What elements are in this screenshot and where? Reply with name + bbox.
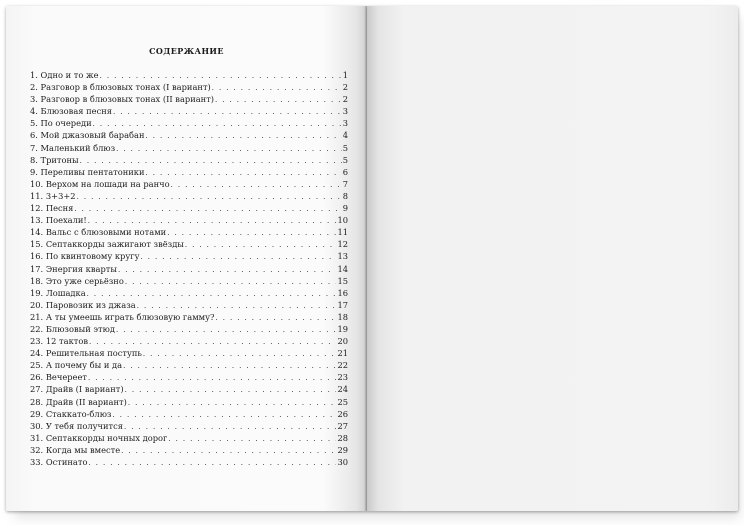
- toc-entry: [30, 191, 348, 203]
- toc-entry: [30, 457, 348, 469]
- toc-entry-title: 30. У тебя получится: [30, 420, 123, 431]
- toc-entry: [30, 106, 348, 118]
- toc-entry-page: 16: [337, 287, 348, 298]
- toc-entry-page: 8: [342, 190, 348, 201]
- contents-list: [30, 70, 348, 469]
- toc-entry-title: 12. Песня: [30, 203, 74, 214]
- toc-entry-title: 11. 3+3+2: [30, 190, 76, 201]
- toc-entry: [30, 264, 348, 276]
- toc-entry-page: 3: [342, 118, 348, 129]
- toc-entry-page: 30: [337, 457, 348, 467]
- toc-dot-leader: [89, 338, 336, 346]
- toc-entry-title: 8. Тритоны: [30, 154, 79, 165]
- toc-entry-page: 2: [342, 94, 348, 105]
- toc-entry-title: 22. Блюзовый этюд: [30, 323, 115, 334]
- toc-entry: [30, 348, 348, 360]
- toc-dot-leader: [118, 266, 336, 274]
- toc-entry-page: 4: [342, 130, 348, 141]
- toc-dot-leader: [185, 241, 337, 249]
- toc-entry-title: 15. Септаккорды зажигают звёзды: [30, 239, 184, 250]
- toc-dot-leader: [88, 374, 336, 382]
- toc-entry-page: 26: [337, 408, 348, 419]
- toc-entry-page: 21: [337, 348, 348, 359]
- toc-dot-leader: [121, 447, 336, 455]
- toc-dot-leader: [125, 386, 337, 394]
- toc-entry: [30, 227, 348, 239]
- toc-dot-leader: [113, 108, 342, 116]
- toc-entry-page: 13: [337, 251, 348, 262]
- toc-entry-page: 12: [337, 239, 348, 250]
- contents-title: СОДЕРЖАНИЕ: [149, 46, 224, 56]
- toc-dot-leader: [116, 326, 336, 334]
- toc-entry-page: 20: [337, 336, 348, 347]
- toc-entry: [30, 215, 348, 227]
- toc-entry-title: 6. Мой джазовый барабан: [30, 130, 145, 141]
- toc-entry-title: 32. Когда мы вместе: [30, 444, 121, 455]
- toc-entry-title: 23. 12 тактов: [30, 336, 89, 347]
- toc-entry: [30, 300, 348, 312]
- toc-entry-title: 5. По очереди: [30, 118, 92, 129]
- toc-dot-leader: [88, 459, 336, 467]
- toc-entry: [30, 143, 348, 155]
- toc-dot-leader: [146, 132, 342, 140]
- toc-entry-title: 7. Маленький блюз: [30, 142, 116, 153]
- toc-entry-page: 24: [337, 384, 348, 395]
- toc-dot-leader: [128, 399, 337, 407]
- toc-entry: [30, 118, 348, 130]
- toc-dot-leader: [124, 423, 336, 431]
- toc-dot-leader: [100, 72, 342, 80]
- toc-entry: [30, 130, 348, 142]
- toc-entry-title: 27. Драйв (I вариант): [30, 384, 124, 395]
- toc-dot-leader: [167, 229, 336, 237]
- toc-entry-title: 31. Септаккорды ночных дорог: [30, 432, 168, 443]
- toc-dot-leader: [88, 217, 337, 225]
- toc-entry-page: 7: [342, 178, 348, 189]
- toc-dot-leader: [87, 290, 337, 298]
- toc-entry: [30, 251, 348, 263]
- toc-entry-page: 10: [337, 215, 348, 226]
- toc-entry: [30, 239, 348, 251]
- toc-entry: [30, 94, 348, 106]
- toc-entry-page: 17: [337, 299, 348, 310]
- toc-entry: [30, 336, 348, 348]
- toc-entry-page: 9: [342, 203, 348, 214]
- toc-entry-page: 23: [337, 372, 348, 383]
- toc-dot-leader: [112, 411, 336, 419]
- toc-entry: [30, 82, 348, 94]
- toc-entry: [30, 409, 348, 421]
- toc-entry-page: 22: [337, 360, 348, 371]
- toc-entry: [30, 397, 348, 409]
- toc-entry-page: 3: [342, 106, 348, 117]
- toc-entry-page: 15: [337, 275, 348, 286]
- toc-dot-leader: [171, 181, 342, 189]
- toc-entry-title: 16. По квинтовому кругу: [30, 251, 140, 262]
- toc-entry-title: 29. Стаккато-блюз: [30, 408, 112, 419]
- toc-dot-leader: [168, 435, 336, 443]
- toc-dot-leader: [116, 145, 342, 153]
- toc-dot-leader: [146, 169, 342, 177]
- toc-entry: [30, 70, 348, 82]
- toc-dot-leader: [80, 157, 342, 165]
- toc-entry-page: 6: [342, 166, 348, 177]
- toc-entry: [30, 421, 348, 433]
- toc-entry-title: 2. Разговор в блюзовых тонах (I вариант): [30, 82, 211, 93]
- toc-dot-leader: [125, 278, 337, 286]
- toc-entry: [30, 433, 348, 445]
- toc-entry-title: 26. Вечереет: [30, 372, 87, 383]
- toc-entry-title: 10. Верхом на лошади на ранчо: [30, 178, 170, 189]
- toc-entry: [30, 360, 348, 372]
- toc-dot-leader: [215, 314, 336, 322]
- toc-entry-page: 2: [342, 82, 348, 93]
- toc-entry: [30, 384, 348, 396]
- toc-entry-page: 25: [337, 396, 348, 407]
- toc-entry-title: 18. Это уже серьёзно: [30, 275, 124, 286]
- toc-dot-leader: [212, 84, 342, 92]
- toc-entry-page: 14: [337, 263, 348, 274]
- left-page: [6, 6, 367, 511]
- toc-entry-page: 27: [337, 420, 348, 431]
- toc-entry: [30, 372, 348, 384]
- toc-entry-title: 14. Вальс с блюзовыми нотами: [30, 227, 167, 238]
- toc-entry-page: 11: [337, 227, 348, 238]
- toc-entry-title: 1. Одно и то же: [30, 70, 99, 80]
- toc-entry: [30, 167, 348, 179]
- toc-dot-leader: [123, 362, 336, 370]
- toc-entry-page: 1: [342, 70, 348, 80]
- toc-entry: [30, 203, 348, 215]
- toc-entry-title: 25. А почему бы и да: [30, 360, 123, 371]
- toc-entry-title: 9. Переливы пентатоники: [30, 166, 145, 177]
- toc-entry-title: 13. Поехали!: [30, 215, 87, 226]
- toc-entry: [30, 445, 348, 457]
- toc-entry-title: 28. Драйв (II вариант): [30, 396, 127, 407]
- toc-entry: [30, 324, 348, 336]
- toc-entry-page: 5: [342, 142, 348, 153]
- toc-entry-page: 29: [337, 444, 348, 455]
- toc-entry: [30, 288, 348, 300]
- toc-entry: [30, 312, 348, 324]
- toc-entry-title: 21. А ты умеешь играть блюзовую гамму?: [30, 311, 215, 322]
- toc-entry-page: 5: [342, 154, 348, 165]
- right-page: [367, 6, 738, 511]
- toc-entry-page: 18: [337, 311, 348, 322]
- toc-dot-leader: [215, 96, 342, 104]
- toc-entry: [30, 179, 348, 191]
- toc-dot-leader: [143, 350, 337, 358]
- toc-entry-title: 4. Блюзовая песня: [30, 106, 113, 117]
- toc-entry: [30, 276, 348, 288]
- toc-dot-leader: [77, 193, 342, 201]
- toc-dot-leader: [137, 302, 337, 310]
- toc-entry-title: 3. Разговор в блюзовых тонах (II вариант): [30, 94, 215, 105]
- toc-entry-page: 28: [337, 432, 348, 443]
- toc-entry-page: 19: [337, 323, 348, 334]
- toc-entry-title: 33. Остинато: [30, 457, 88, 467]
- toc-entry-title: 19. Лошадка: [30, 287, 86, 298]
- toc-entry-title: 20. Паровозик из джаза: [30, 299, 136, 310]
- toc-dot-leader: [93, 120, 342, 128]
- toc-entry-title: 24. Решительная поступь: [30, 348, 142, 359]
- toc-dot-leader: [74, 205, 341, 213]
- toc-entry-title: 17. Энергия кварты: [30, 263, 117, 274]
- toc-dot-leader: [140, 253, 336, 261]
- toc-entry: [30, 155, 348, 167]
